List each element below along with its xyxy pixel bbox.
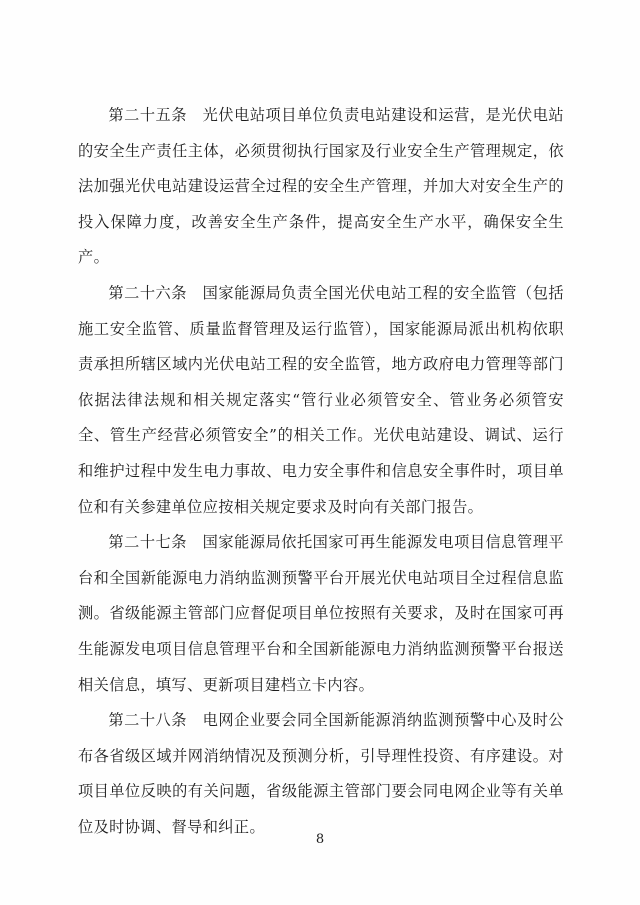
paragraph-article-27: 第二十七条 国家能源局依托国家可再生能源发电项目信息管理平台和全国新能源电力消纳监测预警平台开展光伏电站项目全过程信息监测。省级能源主管部门应督促项目单位按照有关要求，及时在国家可再生能源发电项目信息管理平台和全国新能源电力消纳监测预警平台报送相关信息，填写、更新项目建档立卡内容。 xyxy=(78,533,564,694)
paragraph-article-25: 第二十五条 光伏电站项目单位负责电站建设和运营，是光伏电站的安全生产责任主体，必须贯彻执行国家及行业安全生产管理规定，依法加强光伏电站建设运营全过程的安全生产管理，并加大对安全生产的投入保障力度，改善安全生产条件，提高安全生产水平，确保安全生产。 xyxy=(78,106,564,267)
page-number: 8 xyxy=(315,832,325,847)
paragraph-article-28: 第二十八条 电网企业要会同全国新能源消纳监测预警中心及时公布各省级区域并网消纳情况及预测分析，引导理性投资、有序建设。对项目单位反映的有关问题，省级能源主管部门要会同电网企业等有关单位及时协调、督导和纠正。 xyxy=(78,711,564,836)
paragraph-article-26: 第二十六条 国家能源局负责全国光伏电站工程的安全监管（包括施工安全监管、质量监督管理及运行监管），国家能源局派出机构依职责承担所辖区域内光伏电站工程的安全监管，地方政府电力管理等部门依据法律法规和相关规定落实“管行业必须管安全、管业务必须管安全、管生产经营必须管安全”的相关工作。光伏电站建设、调试、运行和维护过程中发生电力事故、电力安全事件和信息安全事件时，项目单位和有关参建单位应按相关规定要求及时向有关部门报告。 xyxy=(78,283,564,516)
page-body xyxy=(78,98,564,845)
